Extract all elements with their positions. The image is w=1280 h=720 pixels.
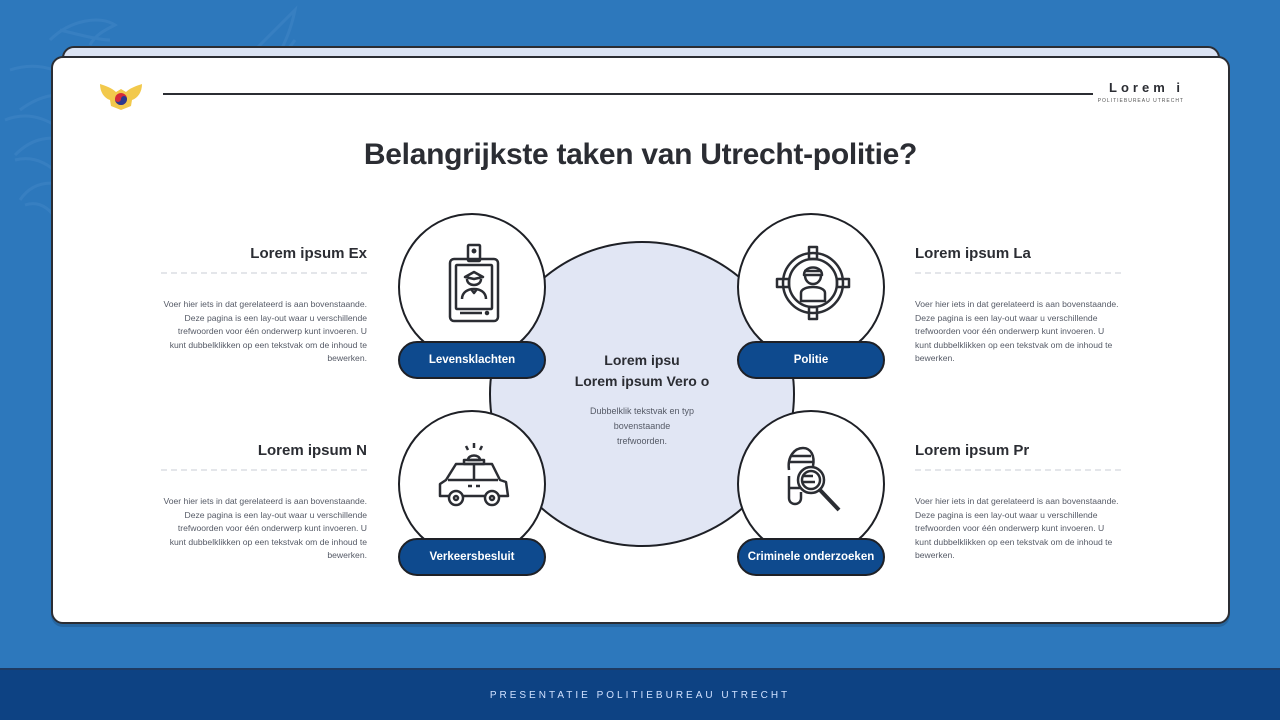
brand-subtitle: POLITIEBUREAU UTRECHT bbox=[1097, 98, 1184, 104]
block-text: Voer hier iets in dat gerelateerd is aan bovenstaande. Deze pagina is een lay-out waar u verschillende trefwoorden voor één onderwerp kunt invoeren. U kunt dubbelklikken op een tekstvak om de inhoud te bewerken. bbox=[915, 496, 1119, 560]
footer-text: PRESENTATIE POLITIEBUREAU UTRECHT bbox=[489, 689, 791, 701]
text-block-bottom-right[interactable] bbox=[915, 442, 1121, 563]
block-text: Voer hier iets in dat gerelateerd is aan bovenstaande. Deze pagina is een lay-out waar u verschillende trefwoorden voor één onderwerp kunt invoeren. U kunt dubbelklikken op een tekstvak om de inhoud te bewerken. bbox=[163, 299, 367, 363]
center-heading-line1: Lorem ipsu bbox=[604, 352, 680, 368]
block-title: Lorem ipsum Pr bbox=[915, 442, 1030, 459]
dashed-divider bbox=[915, 469, 1121, 471]
police-emblem-logo-icon bbox=[98, 80, 144, 112]
text-block-bottom-left[interactable] bbox=[161, 442, 367, 563]
dashed-divider bbox=[161, 272, 367, 274]
center-text-line2: bovenstaande bbox=[613, 421, 671, 431]
target-suspect-icon bbox=[773, 243, 853, 323]
center-heading-line2: Lorem ipsum Vero o bbox=[574, 373, 710, 389]
center-text-line3: trefwoorden. bbox=[616, 436, 668, 446]
center-text[interactable] bbox=[569, 404, 715, 449]
center-heading[interactable] bbox=[539, 350, 745, 392]
node-politie[interactable] bbox=[737, 213, 885, 361]
levensklachten-button[interactable]: Levensklachten bbox=[398, 341, 546, 379]
brand bbox=[1098, 80, 1184, 104]
police-car-icon bbox=[434, 440, 514, 520]
block-title: Lorem ipsum N bbox=[257, 442, 367, 459]
node-verkeersbesluit[interactable] bbox=[398, 410, 546, 558]
text-block-top-left[interactable] bbox=[161, 245, 367, 366]
politie-button[interactable]: Politie bbox=[737, 341, 885, 379]
block-title: Lorem ipsum La bbox=[915, 245, 1031, 262]
dashed-divider bbox=[161, 469, 367, 471]
police-id-badge-icon bbox=[434, 243, 514, 323]
node-levensklachten[interactable] bbox=[398, 213, 546, 361]
verkeersbesluit-button[interactable]: Verkeersbesluit bbox=[398, 538, 546, 576]
node-criminele-onderzoeken[interactable] bbox=[737, 410, 885, 558]
slide-card bbox=[51, 56, 1230, 624]
page-title: Belangrijkste taken van Utrecht-politie? bbox=[363, 138, 918, 171]
block-title: Lorem ipsum Ex bbox=[250, 245, 367, 262]
text-block-top-right[interactable] bbox=[915, 245, 1121, 366]
footer-bar bbox=[0, 668, 1280, 720]
brand-title: Lorem i bbox=[1109, 80, 1184, 95]
dashed-divider bbox=[915, 272, 1121, 274]
block-text: Voer hier iets in dat gerelateerd is aan bovenstaande. Deze pagina is een lay-out waar u verschillende trefwoorden voor één onderwerp kunt invoeren. U kunt dubbelklikken op een tekstvak om de inhoud te bewerken. bbox=[163, 496, 367, 560]
criminele-onderzoeken-button[interactable]: Criminele onderzoeken bbox=[737, 538, 885, 576]
center-text-line1: Dubbelklik tekstvak en typ bbox=[589, 406, 695, 416]
header-divider bbox=[163, 93, 1093, 95]
footprint-magnifier-icon bbox=[773, 440, 853, 520]
block-text: Voer hier iets in dat gerelateerd is aan bovenstaande. Deze pagina is een lay-out waar u verschillende trefwoorden voor één onderwerp kunt invoeren. U kunt dubbelklikken op een tekstvak om de inhoud te bewerken. bbox=[915, 299, 1119, 363]
